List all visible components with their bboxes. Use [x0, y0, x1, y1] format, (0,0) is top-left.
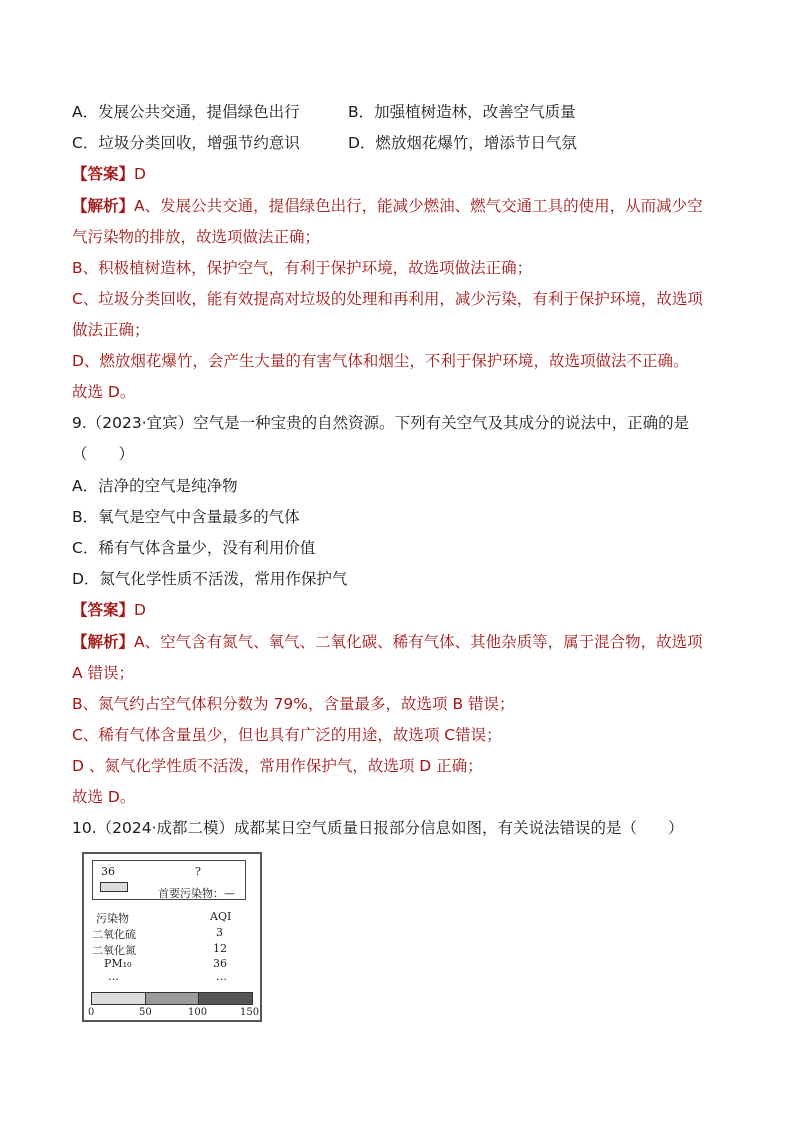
- q9-option-d: D．氮气化学性质不活泼，常用作保护气: [72, 570, 348, 588]
- aqi-value: 36: [101, 865, 115, 878]
- aqi-level-bar: [100, 882, 128, 892]
- q9-stem-line-1: 9.（2023·宜宾）空气是一种宝贵的自然资源。下列有关空气及其成分的说法中，正确的是: [72, 414, 690, 432]
- pollutant-row-2-aqi: 12: [213, 942, 227, 955]
- q8-option-a: A．发展公共交通，提倡绿色出行: [72, 103, 300, 121]
- q8-answer-value: D: [134, 165, 146, 183]
- pollutant-row-3-name: PM₁₀: [104, 957, 132, 970]
- pollutant-row-1-aqi: 3: [216, 926, 223, 939]
- aqi-color-scale: [91, 992, 253, 1005]
- header-aqi: AQI: [210, 910, 232, 923]
- q9-option-c: C．稀有气体含量少，没有利用价值: [72, 539, 316, 557]
- q8-analysis-tag: 【解析】: [72, 197, 135, 215]
- aqi-summary-box: [92, 860, 246, 900]
- q8-analysis-line-1: [72, 196, 703, 216]
- scale-tick-0: 0: [88, 1007, 95, 1018]
- q8-analysis-line-5: 做法正确；: [72, 321, 150, 339]
- air-quality-report-figure: [82, 852, 262, 1022]
- q8-analysis-line-2: 气污染物的排放，故选项做法正确；: [72, 228, 321, 246]
- q8-answer: [72, 164, 146, 184]
- q8-analysis-line-6: D、燃放烟花爆竹，会产生大量的有害气体和烟尘，不利于保护环境，故选项做法不正确。: [72, 352, 689, 370]
- q8-option-d: D．燃放烟花爆竹，增添节日气氛: [348, 134, 577, 152]
- q9-answer-value: D: [134, 601, 146, 619]
- q9-analysis-line-4: C、稀有气体含量虽少，但也具有广泛的用途，故选项 C错误；: [72, 726, 502, 744]
- aqi-level-unknown: ?: [195, 865, 201, 878]
- scale-tick-50: 50: [139, 1007, 152, 1018]
- scale-tick-150: 150: [240, 1007, 260, 1018]
- q9-option-a: A．洁净的空气是纯净物: [72, 477, 238, 495]
- pollutant-row-4-name: …: [108, 970, 119, 983]
- q9-analysis-line-1: [72, 632, 703, 652]
- q9-analysis-line-2: A 错误；: [72, 664, 135, 682]
- primary-pollutant: 首要污染物：—: [158, 887, 235, 900]
- q8-analysis-line-4: C、垃圾分类回收，能有效提高对垃圾的处理和再利用，减少污染，有利于保护环境，故选项: [72, 290, 703, 308]
- scale-segment-1: [92, 993, 145, 1004]
- q8-analysis-text-1: A、发展公共交通，提倡绿色出行，能减少燃油、燃气交通工具的使用，从而减少空: [134, 197, 703, 215]
- pollutant-row-4-aqi: …: [216, 970, 227, 983]
- scale-tick-100: 100: [188, 1007, 208, 1018]
- scale-segment-3: [198, 993, 252, 1004]
- q9-analysis-line-5: D 、氮气化学性质不活泼，常用作保护气，故选项 D 正确；: [72, 757, 483, 775]
- q9-analysis-tag: 【解析】: [72, 633, 135, 651]
- header-pollutant: 污染物: [96, 912, 129, 925]
- q9-analysis-line-3: B、氮气约占空气体积分数为 79%，含量最多，故选项 B 错误；: [72, 695, 515, 713]
- pollutant-row-3-aqi: 36: [213, 957, 227, 970]
- q9-answer-tag: 【答案】: [72, 601, 135, 619]
- q8-analysis-line-7: 故选 D。: [72, 383, 136, 401]
- q8-analysis-line-3: B、积极植树造林，保护空气，有利于保护环境，故选项做法正确；: [72, 259, 533, 277]
- q8-answer-tag: 【答案】: [72, 165, 135, 183]
- q9-analysis-line-6: 故选 D。: [72, 788, 136, 806]
- q8-option-c: C．垃圾分类回收，增强节约意识: [72, 134, 300, 152]
- scale-segment-2: [145, 993, 199, 1004]
- pollutant-row-2-name: 二氧化氮: [92, 944, 136, 957]
- q9-analysis-text-1: A、空气含有氮气、氧气、二氧化碳、稀有气体、其他杂质等，属于混合物，故选项: [134, 633, 703, 651]
- q10-stem: 10.（2024·成都二模）成都某日空气质量日报部分信息如图，有关说法错误的是（ ）: [72, 819, 684, 837]
- q8-option-b: B．加强植树造林，改善空气质量: [348, 103, 576, 121]
- q9-option-b: B．氧气是空气中含量最多的气体: [72, 508, 300, 526]
- q9-answer: [72, 600, 146, 620]
- q9-stem-line-2: （ ）: [72, 445, 135, 463]
- pollutant-row-1-name: 二氧化硫: [92, 928, 136, 941]
